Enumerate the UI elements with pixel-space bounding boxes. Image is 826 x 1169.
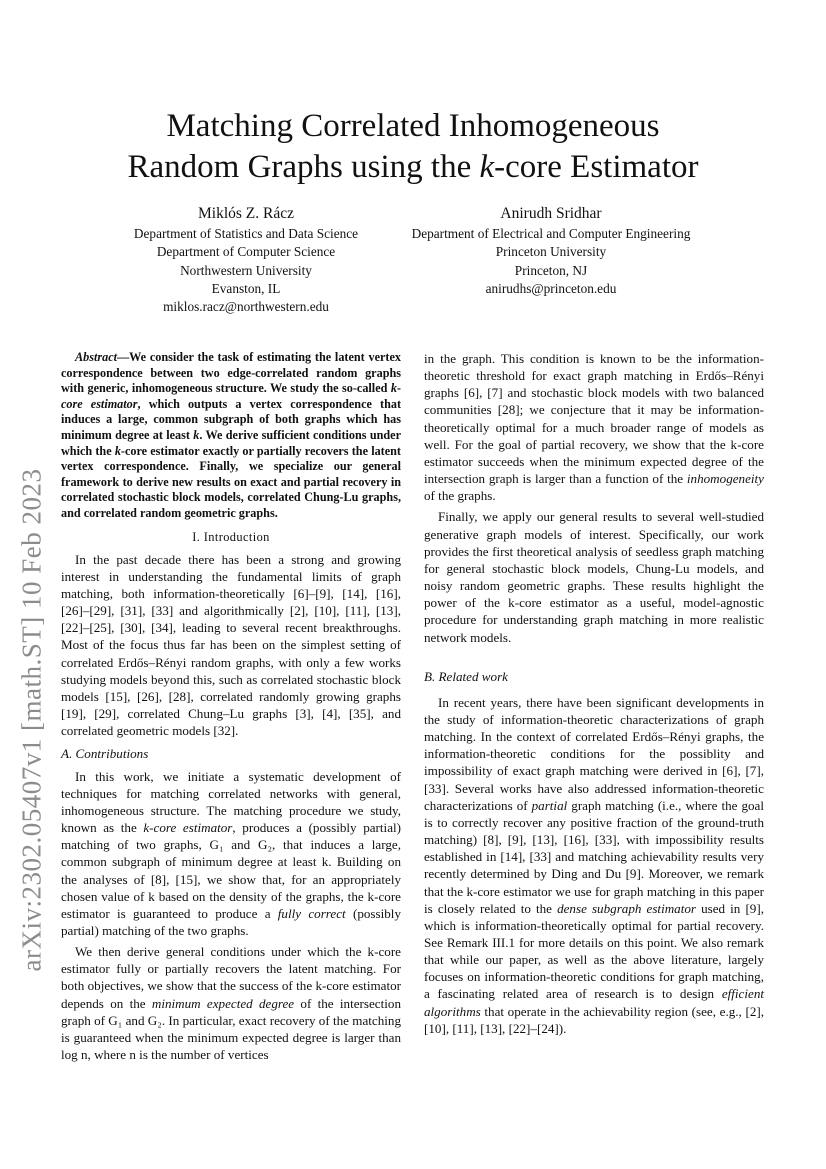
- title-line-2-end: -core Estimator: [494, 149, 699, 185]
- emph-text: partial: [531, 797, 568, 813]
- abstract-text: —We consider the task of estimating the latent vertex correspondence between two edge-correlated random graphs with generic, inhomogeneous structure. We study the so-called: [61, 350, 401, 396]
- author-email[interactable]: anirudhs@princeton.edu: [485, 280, 617, 296]
- emph-text: dense subgraph estimator: [557, 900, 696, 916]
- text-run: We then derive general conditions under which the k-core estimator fully or partially recovers the latent matching. For both objectives, we show that the success of the k-core estimator depends on the: [61, 944, 401, 1011]
- emph-text: minimum expected degree: [151, 995, 295, 1011]
- text-run: In recent years, there have been significant developments in the study of information-theoretic characterizations of graph matching. In the context of correlated Erdős–Rényi graphs, the information-theoretic conditions for the possiblity and impossibility of exact graph matching were derived in [6], [7], [33]. Several works have also addressed information-theoretic characterizations of: [424, 694, 764, 813]
- affiliation-line: Northwestern University: [180, 262, 312, 278]
- affiliation-line: Princeton, NJ: [514, 262, 588, 278]
- author-email[interactable]: miklos.racz@northwestern.edu: [163, 299, 329, 315]
- contributions-paragraph-1: [61, 768, 401, 940]
- affiliation-line: Princeton University: [495, 244, 607, 260]
- abstract-emph: -core estimator: [61, 381, 401, 411]
- text-run: In this work, we initiate a systematic development of techniques for matching correlated networks with general, inhomogeneous structure. The matching procedure we study, known as the: [61, 768, 401, 836]
- author-name: Anirudh Sridhar: [500, 205, 602, 222]
- text-run: (possibly partial) matching of the two graphs.: [61, 905, 401, 938]
- subsection-heading-contributions: A. Contributions: [61, 746, 149, 762]
- text-run: of the graphs.: [424, 488, 496, 504]
- author-block-racz: [96, 203, 396, 316]
- text-run: graph matching (i.e., where the goal is to correctly recover any positive fraction of the ground-truth matching) [8], [9], [13], [16], [33], with impossibility results established in [14], [33] and matching achievability results very recently determined by Ding and Du [9]. Moreover, we remark that the k-core estimator we use for graph matching in this paper is closely related to the: [424, 797, 764, 916]
- subsection-heading-related-work: B. Related work: [424, 668, 508, 684]
- abstract-label: Abstract: [75, 350, 117, 364]
- contributions-paragraph-3: Finally, we apply our general results to several well-studied generative graph models of interest. Specifically, our work provides the first theoretical analysis of seedless graph matching for general stochastic block models, Chung-Lu models, and noisy random geometric graphs. These results highlight the power of the k-core estimator as a useful, model-agnostic procedure for understanding graph matching in more realistic network models.: [424, 509, 764, 645]
- affiliation-line: Department of Computer Science: [156, 244, 336, 260]
- text-run: used in [9], which is information-theoretically optimal for partial recovery. See Remark III.1 for more details on this point. We also remark that while our paper, as well as the above literature, largely focuses on information-theoretic conditions for graph matching, a fascinating related area of research is to design: [424, 900, 764, 1002]
- text-run: that operate in the achievability region (see, e.g., [2], [10], [11], [13], [22]–[24]).: [424, 1003, 764, 1036]
- abstract-text: -core estimator exactly or partially recovers the latent vertex correspondence. Finally, we specialize our general framework to derive new results on exact and partial recovery in correlated stochastic block models, correlated Chung-Lu graphs, and correlated random geometric graphs.: [61, 443, 401, 520]
- abstract-k: k: [114, 443, 121, 458]
- abstract-k: k: [390, 381, 397, 396]
- title-k: k: [479, 149, 495, 185]
- contributions-paragraph-2: [61, 943, 401, 1063]
- emph-text: k-core estimator: [143, 820, 233, 836]
- right-column: [424, 350, 764, 1037]
- author-block-sridhar: [388, 203, 714, 298]
- intro-paragraph: In the past decade there has been a strong and growing interest in understanding the fundamental limits of graph matching, both information-theoretically [6]–[9], [14], [16], [26]–[29], [31], [33] and algorithmically [2], [10], [11], [13], [22]–[25], [30], [34], leading to several recent breakthroughs. Most of the focus thus far has been on the simplest setting of correlated Erdős–Rényi random graphs, with only a few works studying models beyond this, such as correlated stochastic block models [15], [26], [28], correlated randomly growing graphs [19], [29], correlated Chung–Lu graphs [3], [4], [35], and correlated geometric models [32].: [61, 551, 401, 739]
- text-run: in the graph. This condition is known to be the information-theoretic threshold for exact graph matching in Erdős–Rényi graphs [6], [7] and stochastic block models with two balanced communities [28]; we conjecture that it may be information-theoretically optimal for a much broader range of models as well. For the goal of partial recovery, we show that the k-core estimator succeeds when the minimum expected degree of the intersection graph is larger than a function of the: [424, 351, 764, 487]
- text-run: of the intersection graph of G₁ and G₂. In particular, exact recovery of the matching is guaranteed when the minimum expected degree is larger than log n, where n is the number of vertices: [61, 995, 401, 1063]
- text-run: , produces a (possibly partial) matching of two graphs, G₁ and G₂, that induces a large, common subgraph of minimum degree at least k. Building on the analyses of [8], [15], we show that, for an appropriately chosen value of k based on the density of the graphs, the k-core estimator is guaranteed to produce a: [61, 820, 401, 921]
- title-line-2: [60, 147, 766, 188]
- left-column: [61, 350, 401, 1063]
- abstract-text: . We derive sufficient conditions under which the: [61, 427, 401, 458]
- emph-text: inhomogeneity: [686, 471, 764, 487]
- arxiv-stamp: [0, 0, 56, 1169]
- abstract-k: k: [193, 427, 200, 442]
- affiliation-line: Department of Electrical and Computer Engineering: [411, 226, 691, 241]
- emph-text: efficient algorithms: [424, 986, 764, 1019]
- arxiv-id-text[interactable]: arXiv:2302.05407v1 [math.ST] 10 Feb 2023: [16, 468, 47, 972]
- author-name: Miklós Z. Rácz: [198, 205, 294, 222]
- abstract: [61, 350, 401, 522]
- title-line-1: Matching Correlated Inhomogeneous: [166, 108, 660, 144]
- contributions-paragraph-2-cont: [424, 350, 764, 504]
- related-work-paragraph: [424, 694, 764, 1037]
- affiliation-line: Evanston, IL: [211, 280, 281, 296]
- abstract-text: , which outputs a vertex correspondence that induces a large, common subgraph of both graphs which has minimum degree at least: [61, 396, 401, 442]
- section-heading-introduction: I. Introduction: [192, 529, 270, 544]
- paper-title: [60, 106, 766, 188]
- title-line-2-start: Random Graphs using the: [127, 149, 480, 185]
- affiliation-line: Department of Statistics and Data Science: [133, 226, 359, 241]
- emph-text: fully correct: [277, 905, 346, 921]
